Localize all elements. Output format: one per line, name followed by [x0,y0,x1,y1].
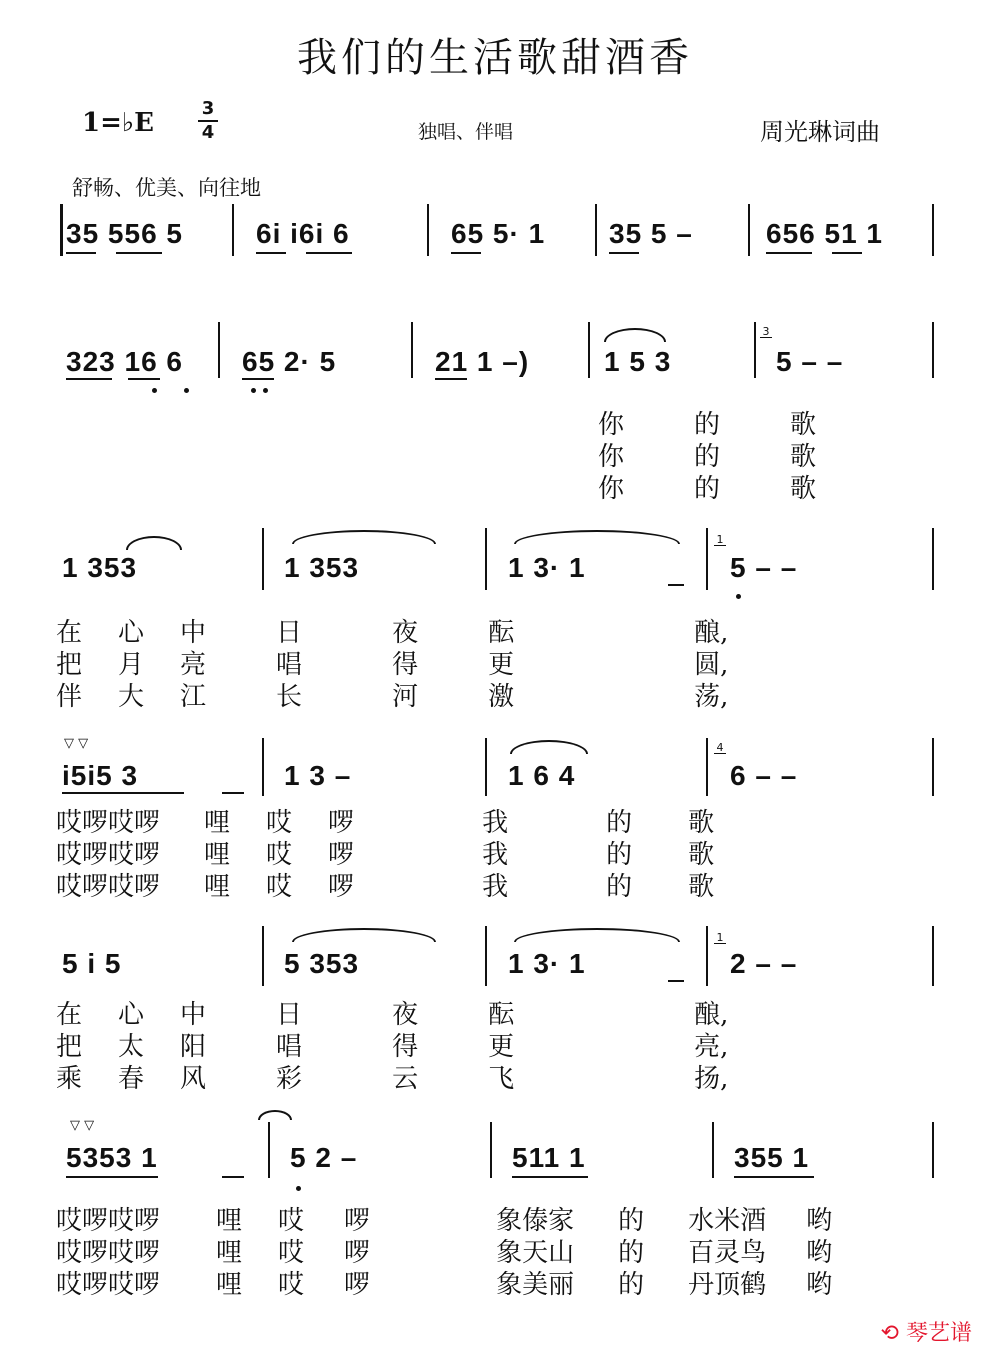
barline [932,204,934,256]
lyric-line: 哎啰哎啰 哩 哎 啰 象傣家 的 水米酒 哟 [56,1206,833,1236]
octave-dot [736,594,741,599]
beam [66,378,112,380]
measure: 5 – – [730,552,798,583]
measure: i5i5 3 [62,760,139,791]
lyric-line: 哎啰哎啰 哩 哎 啰 我 的 歌 [56,872,715,902]
slur [514,928,680,942]
barline [485,738,487,796]
beam [242,378,274,380]
measure: 656 51 1 [766,218,883,249]
lyric-line: 你 的 歌 [598,442,817,472]
measure: 1 3 – [284,760,352,791]
beam [512,1176,588,1178]
beam [306,252,352,254]
slur [604,328,666,342]
accent-mark: ▽ ▽ [70,1118,95,1133]
barline [262,926,264,986]
measure: 6 – – [730,760,798,791]
barline [262,528,264,590]
measure: 511 1 [512,1142,586,1173]
barline [411,322,413,378]
measure: 1 353 [284,552,360,583]
measure: 65 5· 1 [451,218,546,249]
beam [62,792,184,794]
beam [116,252,162,254]
measure: 1 353 [62,552,138,583]
octave-dot [152,388,157,393]
barline [485,528,487,590]
time-signature: 3 4 [196,98,220,144]
measure: 1 3· 1 [508,552,586,583]
lyric-line: 哎啰哎啰 哩 哎 啰 象天山 的 百灵鸟 哟 [56,1238,833,1268]
beam [256,252,286,254]
lyric-line: 你 的 歌 [598,474,817,504]
slur [510,740,588,754]
beam [668,584,684,586]
barline [485,926,487,986]
beam [66,1176,158,1178]
beam [734,1176,814,1178]
lyric-line: 哎啰哎啰 哩 哎 啰 象美丽 的 丹顶鹤 哟 [56,1270,833,1300]
barline [932,926,934,986]
beam [222,1176,244,1178]
barline [932,738,934,796]
grace-note: 1 [714,932,726,944]
octave-dot [184,388,189,393]
barline [427,204,429,256]
lyric-line: 把 太 阳 唱 得 更 亮, [56,1032,729,1062]
octave-dot [251,388,256,393]
beam [766,252,812,254]
lyric-line: 你 的 歌 [598,410,817,440]
page-title: 我们的生活歌甜酒香 [297,35,693,81]
accent-mark: ▽ ▽ [64,736,89,751]
barline [706,926,708,986]
grace-note: 4 [714,742,726,754]
measure: 1 5 3 [604,346,672,377]
barline [932,1122,934,1178]
lyric-line: 把 月 亮 唱 得 更 圆, [56,650,729,680]
measure: 1 6 4 [508,760,576,791]
measure: 323 16 6 [66,346,183,377]
measure: 5 – – [776,346,844,377]
beam [451,252,481,254]
beam [128,378,160,380]
logo-icon: ⟲ [880,1321,899,1346]
measure: 1 3· 1 [508,948,586,979]
measure: 5 353 [284,948,360,979]
expression-marking: 舒畅、优美、向往地 [72,176,261,200]
grace-note: 3 [760,326,772,338]
barline [706,738,708,796]
barline [748,204,750,256]
measure: 5353 1 [66,1142,158,1173]
measure: 21 1 –) [435,346,530,377]
watermark-logo: ⟲ 琴艺谱 [880,1321,972,1346]
barline [932,528,934,590]
tie [258,1110,292,1120]
barline [490,1122,492,1178]
barline [60,204,63,256]
barline [712,1122,714,1178]
lyric-line: 乘 春 风 彩 云 飞 扬, [56,1064,729,1094]
beam [609,252,639,254]
measure: 355 1 [734,1142,810,1173]
barline [595,204,597,256]
slur [514,530,680,544]
lyric-line: 伴 大 江 长 河 激 荡, [56,682,729,712]
beam [435,378,467,380]
barline [706,528,708,590]
octave-dot [263,388,268,393]
measure: 35 5 – [609,218,693,249]
lyric-line: 在 心 中 日 夜 酝 酿, [56,1000,729,1030]
measure: 2 – – [730,948,798,979]
measure: 5 i 5 [62,948,122,979]
measure: 6i i6i 6 [256,218,350,249]
beam [668,980,684,982]
slur [292,530,436,544]
barline [268,1122,270,1178]
barline [218,322,220,378]
measure: 35 556 5 [66,218,183,249]
slur [126,536,182,550]
lyric-line: 哎啰哎啰 哩 哎 啰 我 的 歌 [56,808,715,838]
barline [262,738,264,796]
beam [222,792,244,794]
barline [754,322,756,378]
beam [66,252,96,254]
measure: 65 2· 5 [242,346,337,377]
octave-dot [296,1186,301,1191]
lyric-line: 在 心 中 日 夜 酝 酿, [56,618,729,648]
barline [232,204,234,256]
grace-note: 1 [714,534,726,546]
performance-type: 独唱、伴唱 [418,121,514,143]
beam [832,252,862,254]
measure: 5 2 – [290,1142,358,1173]
slur [292,928,436,942]
lyric-line: 哎啰哎啰 哩 哎 啰 我 的 歌 [56,840,715,870]
key-signature: 1=♭E [82,108,154,138]
author-credit: 周光琳词曲 [760,118,880,146]
barline [932,322,934,378]
barline [588,322,590,378]
